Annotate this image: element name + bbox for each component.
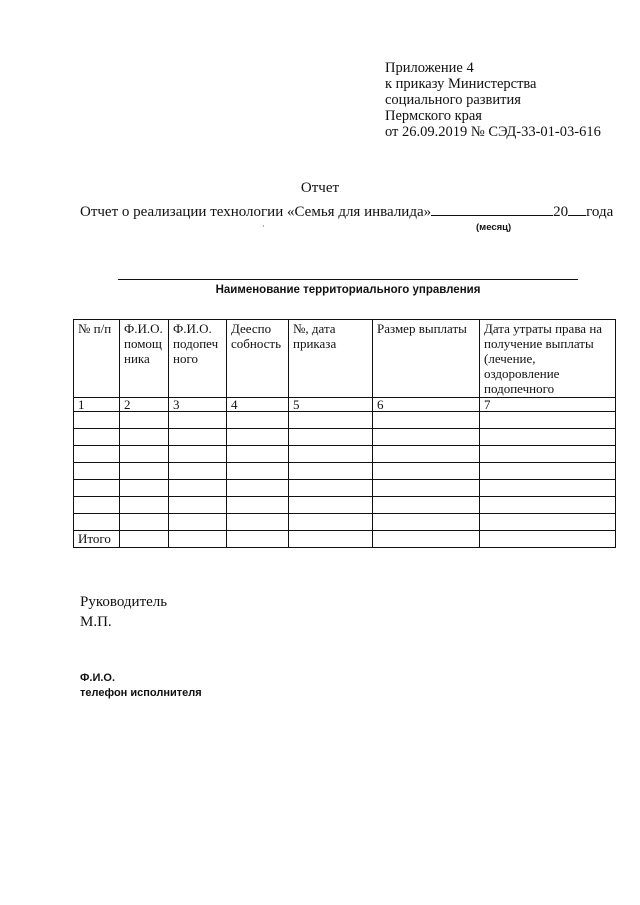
table-cell: [74, 446, 120, 463]
document-title: Отчет: [300, 180, 340, 196]
month-hint: (месяц): [476, 222, 512, 233]
header-cell: Дата утраты права на получение выплаты (лечение, оздоровление подопечного: [480, 320, 616, 398]
table-cell: [373, 497, 480, 514]
table-cell: [480, 463, 616, 480]
report-table: [73, 319, 616, 548]
table-cell: [169, 497, 227, 514]
phone-label: телефон исполнителя: [80, 687, 202, 699]
appendix-line: Пермского края: [385, 108, 482, 124]
table-row: [74, 514, 616, 531]
stray-dot: ·: [262, 222, 265, 231]
table-cell: [169, 446, 227, 463]
header-cell: №, дата приказа: [289, 320, 373, 398]
table-cell: [289, 429, 373, 446]
table-cell: [227, 429, 289, 446]
table-cell: [373, 531, 480, 548]
table-row: [74, 497, 616, 514]
territory-underline: [118, 279, 578, 280]
total-row: [74, 531, 616, 548]
table-row: [74, 463, 616, 480]
table-cell: [480, 514, 616, 531]
stamp-label: М.П.: [80, 614, 112, 630]
table-cell: [373, 480, 480, 497]
table-cell: [227, 463, 289, 480]
table-cell: [120, 531, 169, 548]
table-cell: [74, 514, 120, 531]
header-cell: № п/п: [74, 320, 120, 398]
column-number: 6: [373, 398, 480, 412]
territory-label: Наименование территориального управления: [215, 284, 481, 296]
table-cell: [373, 514, 480, 531]
head-signature-label: Руководитель: [80, 594, 168, 610]
table-cell: [480, 429, 616, 446]
table-row: [74, 480, 616, 497]
table-cell: [480, 446, 616, 463]
column-number: 4: [227, 398, 289, 412]
table-cell: [74, 497, 120, 514]
table-cell: [227, 480, 289, 497]
table-cell: [480, 497, 616, 514]
table-row: [74, 446, 616, 463]
table-cell: [227, 446, 289, 463]
table-cell: [373, 412, 480, 429]
report-heading-text: Отчет о реализации технологии «Семья для инвалида»: [80, 204, 432, 220]
header-cell: Размер выплаты: [373, 320, 480, 398]
table-cell: [373, 446, 480, 463]
table-cell: [480, 412, 616, 429]
table-cell: [227, 531, 289, 548]
header-cell: Ф.И.О. подопеч ного: [169, 320, 227, 398]
table-cell: [120, 514, 169, 531]
table-cell: [169, 429, 227, 446]
appendix-line: от 26.09.2019 № СЭД-33-01-03-616: [385, 124, 601, 140]
table-cell: [227, 412, 289, 429]
table-cell: [169, 514, 227, 531]
table-cell: [373, 463, 480, 480]
table-cell: [120, 412, 169, 429]
table-cell: [74, 480, 120, 497]
table-cell: [289, 531, 373, 548]
column-number: 1: [74, 398, 120, 412]
table-cell: [289, 480, 373, 497]
table-cell: [289, 514, 373, 531]
column-number: 3: [169, 398, 227, 412]
column-number: 7: [480, 398, 616, 412]
table-cell: [120, 497, 169, 514]
table-cell: [74, 412, 120, 429]
table-row: [74, 412, 616, 429]
header-row: [74, 320, 616, 398]
table-cell: [120, 463, 169, 480]
column-number-row: [74, 398, 616, 412]
column-number: 2: [120, 398, 169, 412]
table-cell: [74, 463, 120, 480]
month-blank: [431, 202, 553, 216]
table-cell: [289, 463, 373, 480]
table-row: [74, 429, 616, 446]
total-label: Итого: [74, 531, 120, 548]
table-cell: [120, 480, 169, 497]
table-cell: [169, 463, 227, 480]
table-cell: [289, 446, 373, 463]
year-prefix: 20: [553, 204, 569, 220]
table-cell: [373, 429, 480, 446]
table-cell: [480, 531, 616, 548]
table-cell: [169, 412, 227, 429]
appendix-line: Приложение 4: [385, 60, 474, 76]
header-cell: Ф.И.О. помощ ника: [120, 320, 169, 398]
appendix-block: [385, 60, 601, 140]
report-heading-line: [80, 202, 613, 221]
table-cell: [480, 480, 616, 497]
table-cell: [120, 446, 169, 463]
table-cell: [169, 531, 227, 548]
table-cell: [120, 429, 169, 446]
header-cell: Дееспо собность: [227, 320, 289, 398]
appendix-line: социального развития: [385, 92, 521, 108]
table-cell: [289, 497, 373, 514]
column-number: 5: [289, 398, 373, 412]
table-cell: [227, 514, 289, 531]
year-blank: [568, 202, 586, 216]
table-cell: [169, 480, 227, 497]
fio-label: Ф.И.О.: [80, 672, 116, 684]
year-suffix: года: [586, 204, 614, 220]
table-cell: [289, 412, 373, 429]
appendix-line: к приказу Министерства: [385, 76, 537, 92]
table-cell: [74, 429, 120, 446]
table-cell: [227, 497, 289, 514]
